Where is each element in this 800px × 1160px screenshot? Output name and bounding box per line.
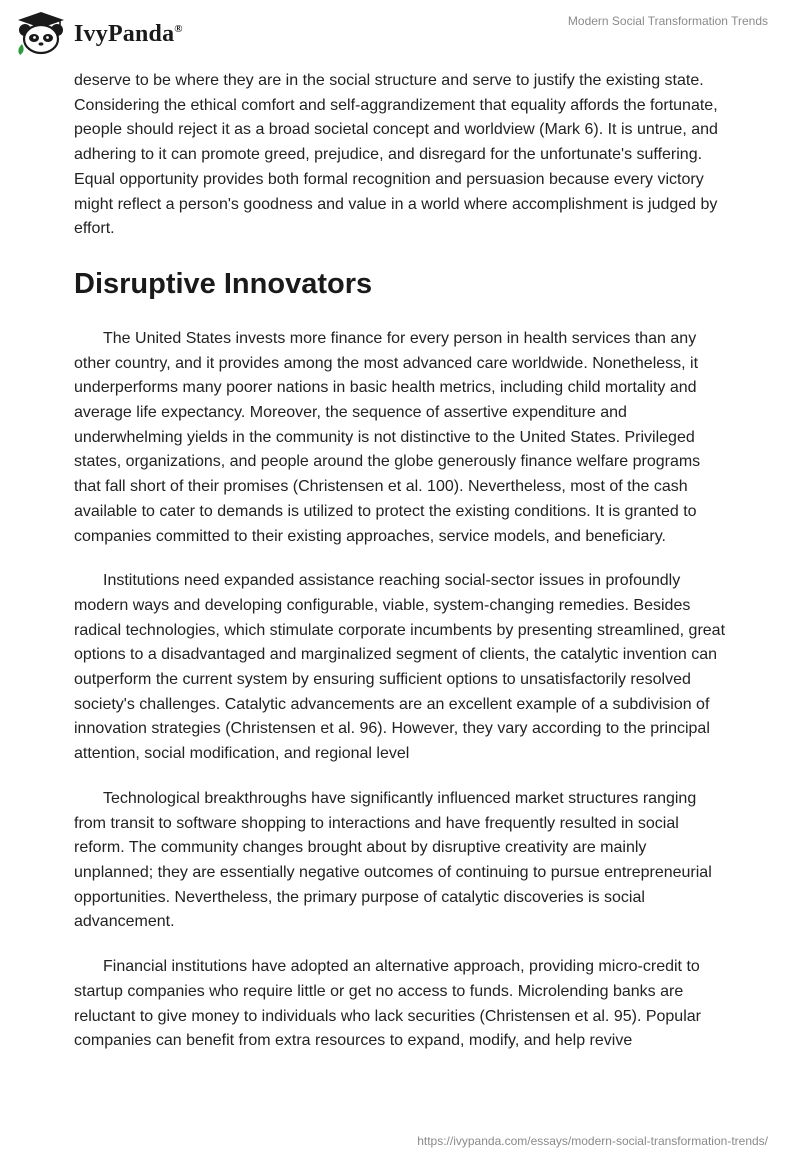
panda-graduate-icon [14, 10, 68, 56]
essay-content [74, 69, 729, 1054]
logo-wordmark: IvyPanda® [74, 20, 183, 47]
paragraph: The United States invests more finance for every person in health services than any other country, and it provides among the most advanced care worldwide. Nonetheless, it underperforms many poorer nations in basic health metrics, including child mortality and average life expectancy. Moreover, the sequence of assertive expenditure and underwhelming yields in the community is not distinctive to the United States. Privileged states, organizations, and people around the globe generously finance welfare programs that fall short of their promises (Christensen et al. 100). Nevertheless, most of the cash available to cater to demands is utilized to protect the existing conditions. It is granted to companies committed to their existing approaches, service models, and beneficiary. [74, 329, 701, 545]
paragraph: Technological breakthroughs have significantly influenced market structures ranging from transit to software shopping to interactions and have frequently resulted in social reform. The community changes brought about by disruptive creativity are mainly unplanned; they are essentially negative outcomes of continuing to pursue entrepreneurial opportunities. Nevertheless, the primary purpose of catalytic discoveries is social advancement. [74, 789, 712, 931]
paragraph: Institutions need expanded assistance reaching social-sector issues in profoundly modern ways and developing configurable, viable, system-changing remedies. Besides radical technologies, which stimulate corporate incumbents by presenting streamlined, great options to a disadvantaged and marginalized segment of clients, the catalytic invention can outperform the current system by ensuring sufficient options to unsatisfactorily resolved society's challenges. Catalytic advancements are an excellent example of a subdivision of innovation strategies (Christensen et al. 96). However, they vary according to the principal attention, social modification, and regional level [74, 572, 726, 763]
source-url[interactable]: https://ivypanda.com/essays/modern-social-transformation-trends/ [417, 1134, 768, 1148]
intro-paragraph: deserve to be where they are in the social structure and serve to justify the existing state. Considering the ethical comfort and self-aggrandizement that equality affords the fortunate, people should reject it as a broad societal concept and worldview (Mark 6). It is untrue, and adhering to it can promote greed, prejudice, and disregard for the unfortunate's suffering. Equal opportunity provides both formal recognition and persuasion because every victory might reflect a person's goodness and value in a world where accomplishment is judged by effort. [74, 72, 718, 238]
document-title: Modern Social Transformation Trends [567, 14, 768, 28]
section-heading: Disruptive Innovators [74, 267, 373, 300]
paragraph: Financial institutions have adopted an alternative approach, providing micro-credit to startup companies who require little or get no access to funds. Microlending banks are reluctant to give money to individuals who lack securities (Christensen et al. 95). Popular companies can benefit from extra resources to expand, modify, and help revive [74, 958, 701, 1050]
site-logo[interactable] [14, 10, 183, 56]
